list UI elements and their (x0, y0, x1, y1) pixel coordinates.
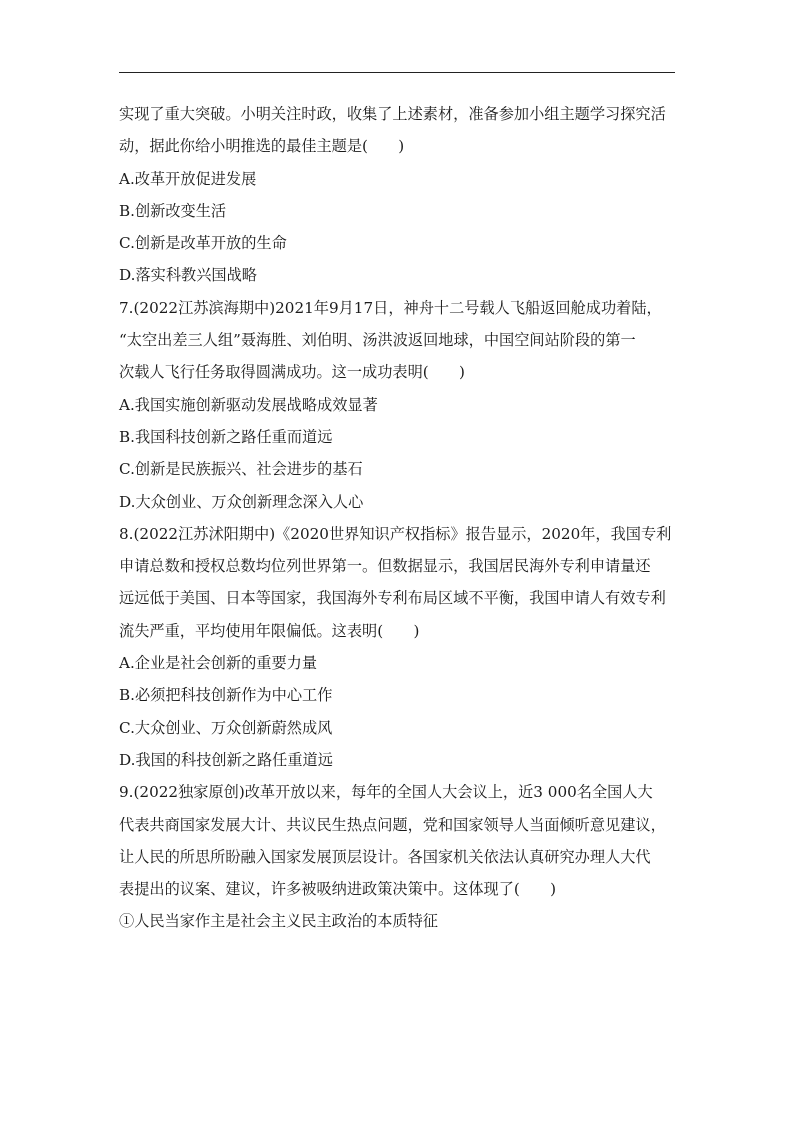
header-rule (119, 72, 675, 73)
option-c: C.创新是改革开放的生命 (119, 234, 287, 253)
question-stem-line: 动，据此你给小明推选的最佳主题是( ) (119, 137, 405, 156)
question-7 (119, 292, 679, 518)
option-d: D.落实科教兴国战略 (119, 266, 257, 285)
question-stem-line: 代表共商国家发展大计、共议民生热点问题，党和国家领导人当面倾听意见建议， (119, 815, 666, 834)
question-stem-line: 远远低于美国、日本等国家，我国海外专利布局区域不平衡，我国申请人有效专利 (119, 589, 666, 608)
question-stem-line: 9.(2022独家原创)改革开放以来，每年的全国人大会议上，近3 000名全国人大 (119, 783, 653, 802)
question-stem-line: 让人民的所思所盼融入国家发展顶层设计。各国家机关依法认真研究办理人大代 (119, 847, 651, 866)
question-6-continued (119, 98, 679, 292)
option-a: A.企业是社会创新的重要力量 (119, 654, 318, 673)
question-9 (119, 776, 679, 937)
question-stem-line: 次载人飞行任务取得圆满成功。这一成功表明( ) (119, 363, 465, 382)
option-b: B.创新改变生活 (119, 201, 227, 220)
option-a: A.我国实施创新驱动发展战略成效显著 (119, 395, 378, 414)
question-stem-line: 7.(2022江苏滨海期中)2021年9月17日，神舟十二号载人飞船返回舱成功着陆， (119, 298, 662, 317)
option-a: A.改革开放促进发展 (119, 169, 257, 188)
question-stem-line: 表提出的议案、建议，许多被吸纳进政策决策中。这体现了( ) (119, 880, 557, 899)
question-8 (119, 518, 679, 776)
option-c: C.大众创业、万众创新蔚然成风 (119, 718, 333, 737)
question-stem-line: 申请总数和授权总数均位列世界第一。但数据显示，我国居民海外专利申请量还 (119, 557, 651, 576)
question-stem-line: 8.(2022江苏沭阳期中)《2020世界知识产权指标》报告显示，2020年，我国专利 (119, 524, 672, 543)
option-b: B.必须把科技创新作为中心工作 (119, 686, 333, 705)
question-stem-line: 流失严重，平均使用年限偏低。这表明( ) (119, 621, 420, 640)
question-stem-line: 实现了重大突破。小明关注时政，收集了上述素材，准备参加小组主题学习探究活 (119, 105, 666, 123)
document-body (119, 98, 679, 938)
option-b: B.我国科技创新之路任重而道远 (119, 427, 333, 446)
option-d: D.我国的科技创新之路任重道远 (119, 750, 333, 769)
statement-1: ①人民当家作主是社会主义民主政治的本质特征 (119, 912, 438, 931)
option-d: D.大众创业、万众创新理念深入人心 (119, 492, 364, 511)
question-stem-line: “太空出差三人组”聂海胜、刘伯明、汤洪波返回地球，中国空间站阶段的第一 (119, 331, 636, 350)
option-c: C.创新是民族振兴、社会进步的基石 (119, 460, 363, 479)
